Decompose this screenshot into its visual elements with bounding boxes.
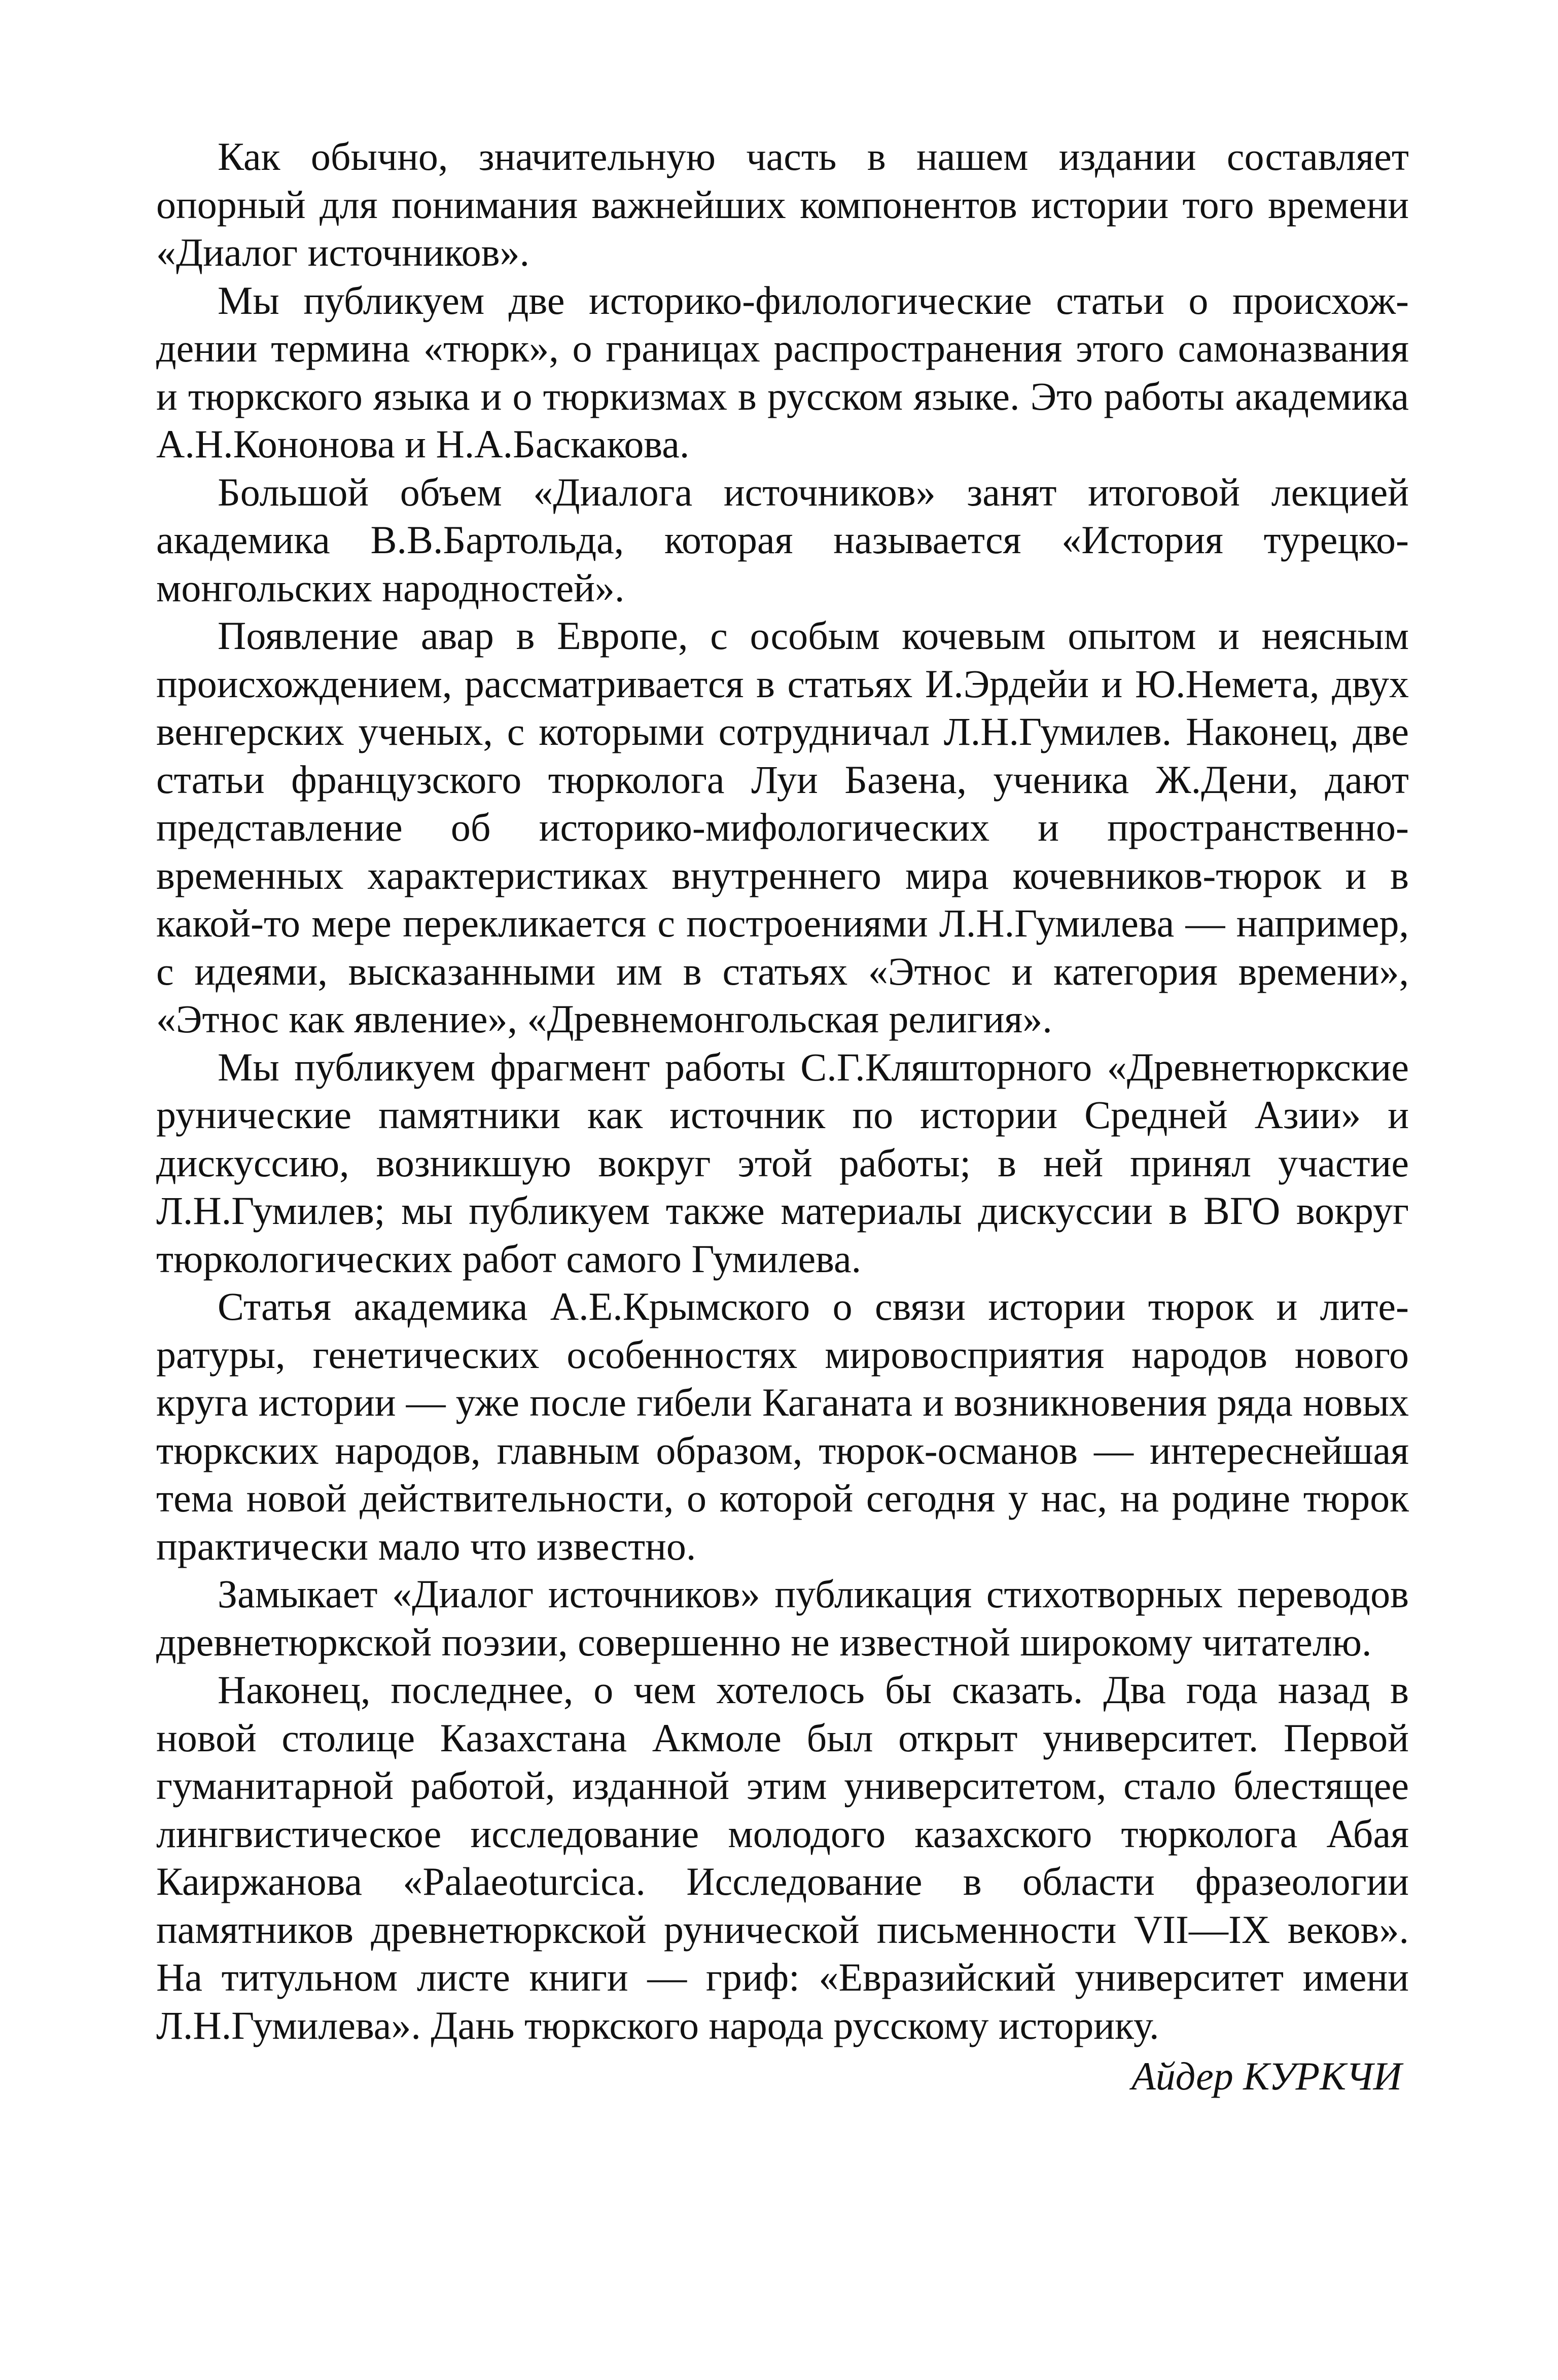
paragraph-1: Как обычно, значительную часть в нашем издании составляет опорный для понимания важнейших компонентов истории того времени «Диалог источников». <box>156 134 1409 274</box>
paragraph-5: Мы публикуем фрагмент работы С.Г.Кляшторного «Древнетюркские рунические памятники как источник по истории Средней Азии» и дискуссию, возникшую вокруг этой работы; в ней принял участие Л.Н.Гумилев; мы публикуем также материалы дискуссии в ВГО вокруг тюркологических работ самого Гумилева. <box>156 1044 1409 1281</box>
page-body <box>156 133 1409 2101</box>
paragraph-7: Замыкает «Диалог источников» публикация стихотворных переводов древнетюркской поэзии, совершенно не известной широкому читателю. <box>156 1572 1409 1664</box>
paragraph-6: Статья академика А.Е.Крымского о связи истории тюрок и литературы, генетических особенностях мировосприятия народов нового круга истории — уже после гибели Каганата и возникновения ряда новых тюркских народов, главным образом, тюрок-османов — интереснейшая тема новой действительности, о которой сегодня у нас, на родине тюрок практически мало что известно. <box>156 1284 1409 1568</box>
paragraph-2: Мы публикуем две историко-филологические статьи о происхождении термина «тюрк», о границах распространения этого самоназвания и тюркского языка и о тюркизмах в русском языке. Это работы академика А.Н.Кононова и Н.А.Баскакова. <box>156 278 1409 466</box>
paragraph-3: Большой объем «Диалога источников» занят итоговой лекцией академика В.В.Бартольда, которая называется «История турецко-монгольских народностей». <box>156 470 1409 610</box>
paragraph-4: Появление авар в Европе, с особым кочевым опытом и неясным происхождением, рассматривается в статьях И.Эрдейи и Ю.Немета, двух венгерских ученых, с которыми сотрудничал Л.Н.Гумилев. Наконец, две статьи французского тюрколога Луи Базена, ученика Ж.Дени, дают представление об историко-мифологических и пространственно-временных характеристиках внутреннего мира кочевников-тюрок и в какой-то мере перекликается с построениями Л.Н.Гумилева — например, с идеями, высказанными им в статьях «Этнос и категория времени», «Этнос как явление», «Древнемонгольская религия». <box>156 614 1409 1041</box>
author-signature: Айдер КУРКЧИ <box>1131 2054 1402 2098</box>
paragraph-8: Наконец, последнее, о чем хотелось бы сказать. Два года назад в новой столице Казахстана Акмоле был открыт университет. Первой гуманитарной работой, изданной этим университетом, стало блестящее лингвистическое исследование молодого казахского тюрколога Абая Каиржанова «Palaeoturcica. Исследование в области фразеологии памятников древнетюркской рунической письменности VII—IX веков». На титульном листе книги — гриф: «Евразийский университет имени Л.Н.Гумилева». Дань тюркского народа русскому историку. <box>156 1668 1409 2047</box>
